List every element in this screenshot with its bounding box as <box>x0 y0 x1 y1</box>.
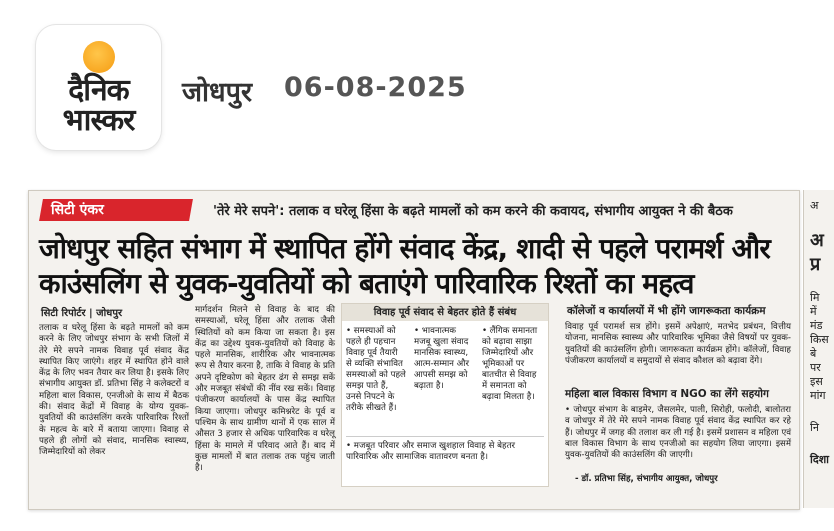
adjacent-text: दिशा <box>810 453 830 466</box>
right-heading-1: कॉलेजों व कार्यालयों में भी होंगे जागरूकता कार्यक्रम <box>567 305 766 317</box>
headline-line2: काउंसलिंग से युवक-युवतियों को बताएंगे पारिवारिक रिश्तों का महत्व <box>39 267 694 300</box>
dainik-bhaskar-logo <box>36 25 161 150</box>
sun-icon <box>83 41 115 73</box>
adjacent-text: मंड <box>810 319 823 332</box>
adjacent-text: अ <box>810 230 824 251</box>
adjacent-text: पर <box>810 361 821 374</box>
byline: सिटी रिपोर्टर | जोधपुर <box>41 308 123 319</box>
edition-date: 06-08-2025 <box>284 72 467 103</box>
article-column-2: मार्गदर्शन मिलने से विवाह के बाद की समस्याओं, घरेलू हिंसा और तलाक जैसी स्थितियों को कम किया जा सकता है। इस केंद्र का उद्देश्य युवक-युवतियों को विवाह के पहले मानसिक, शारीरिक और भावनात्मक रूप से तैयार करना है, ताकि वे विवाह के प्रति अपने दृष्टिकोण को बेहतर ढंग से समझ सकें और मजबूत संबंधों की नींव रख सकें। विवाह पंजीकरण कार्यालयों के पास केंद्र स्थापित किया जाएगा। जोधपुर कमिश्नरेट के पूर्व व पश्चिम के साथ ग्रामीण थानों में एक साल में औसत 3 हजार से अधिक पारिवारिक व घरेलू हिंसा के मामले में परिवाद आते हैं। बाद में कुछ मामलों में बात तलाक तक पहुंच जाती है। <box>195 305 335 474</box>
kicker-label: सिटी एंकर <box>51 202 104 218</box>
headline-line1: जोधपुर सहित संभाग में स्थापित होंगे संवाद केंद्र, शादी से पहले परामर्श और <box>39 232 771 265</box>
info-box-bottom: • मजबूत परिवार और समाज खुशहाल विवाह से बेहतर पारिवारिक और सामाजिक वातावरण बनता है। <box>346 436 544 463</box>
logo-text-line1: दैनिक <box>68 73 129 108</box>
info-box-cell: • लैंगिक समानता को बढ़ावा साझा जिम्मेदारियों और भूमिकाओं पर बातचीत से विवाह में समानता को बढ़ावा मिलता है। <box>482 326 538 402</box>
newspaper-clipping <box>28 190 800 510</box>
adjacent-text: बे <box>810 347 817 360</box>
right-text-2: • जोधपुर संभाग के बाड़मेर, जैसलमेर, पाली, सिरोही, फलोदी, बालोतरा व जोधपुर में तेरे मेरे सपने नामक विवाह पूर्व संवाद केंद्र स्थापित कर रहे हैं। जोधपुर में जगह की तलाश कर ली गई है। इसमें प्रशासन व महिला एवं बाल विकास विभाग के साथ एनजीओ का सहयोग लिया जाएगा। इसमें युवक-युवतियों की काउंसलिंग की जाएगी। <box>565 405 791 461</box>
right-text-1: विवाह पूर्व परामर्श सत्र होंगे। इसमें अपेक्षाएं, मतभेद प्रबंधन, वित्तीय योजना, मानसिक स्वास्थ्य और पारिवारिक भूमिका जैसे विषयों पर युवक-युवतियों की काउंसलिंग होगी। जागरूकता कार्यक्रम होंगे। कॉलेजों, विवाह पंजीकरण कार्यालयों व समुदायों से संवाद कौशल को बढ़ावा देंगे। <box>565 322 791 366</box>
subheadline: 'तेरे मेरे सपने': तलाक व घरेलू हिंसा के बढ़ते मामलों को कम करने की कवायद, संभागीय आयुक्त ने की बैठक <box>213 204 733 219</box>
adjacent-article-edge <box>803 190 834 508</box>
edition-city: जोधपुर <box>182 77 253 108</box>
adjacent-text: में <box>810 305 817 318</box>
kicker-badge <box>39 199 193 221</box>
logo-text-line2: भास्कर <box>62 103 135 138</box>
adjacent-text: नि <box>810 421 819 434</box>
info-box-title: विवाह पूर्व संवाद से बेहतर होते हैं संबंध <box>342 304 548 321</box>
article-column-1: तलाक व घरेलू हिंसा के बढ़ते मामलों को कम करने के लिए जोधपुर संभाग के सभी जिलों में तेरे मेरे सपने नामक विवाह पूर्व संवाद केंद्र स्थापित किए जाएंगे। शहर में स्थापित होने वाले केंद्र के लिए भवन तैयार कर लिया है। इसके लिए संभागीय आयुक्त डॉ. प्रतिभा सिंह ने कलेक्टरों व महिला बाल विकास, एनजीओ के साथ में बैठक की। संवाद केंद्रों में विवाह के योग्य युवक-युवतियों की काउंसलिंग करके पारिवारिक रिश्तों के महत्व के बारे में बताया जाएगा। विवाह से पहले ही लोगों को संवाद, मानसिक स्वास्थ्य, जिम्मेदारियों को लेकर <box>39 323 189 458</box>
info-box-cell: • भावनात्मक मजबू खुला संवाद मानसिक स्वास्थ्य, आत्म-सम्मान और आपसी समझ को बढ़ाता है। <box>414 326 469 391</box>
adjacent-text: मि <box>810 291 820 304</box>
adjacent-text: अ <box>810 199 819 212</box>
info-box-cell: • समस्याओं को पहले ही पहचान विवाह पूर्व तैयारी से व्यक्ति संभावित समस्याओं को पहले समझ पाते हैं, उनसे निपटने के तरीके सीखते हैं। <box>346 326 406 413</box>
adjacent-text: प्र <box>810 254 821 275</box>
adjacent-text: किस <box>810 333 829 346</box>
right-heading-2: महिला बाल विकास विभाग व NGO का लेंगे सहयोग <box>565 388 769 400</box>
signature: - डॉ. प्रतिभा सिंह, संभागीय आयुक्त, जोधपुर <box>575 474 718 484</box>
adjacent-text: मांग <box>810 389 826 402</box>
adjacent-text: इस <box>810 375 823 388</box>
info-box <box>341 303 549 487</box>
